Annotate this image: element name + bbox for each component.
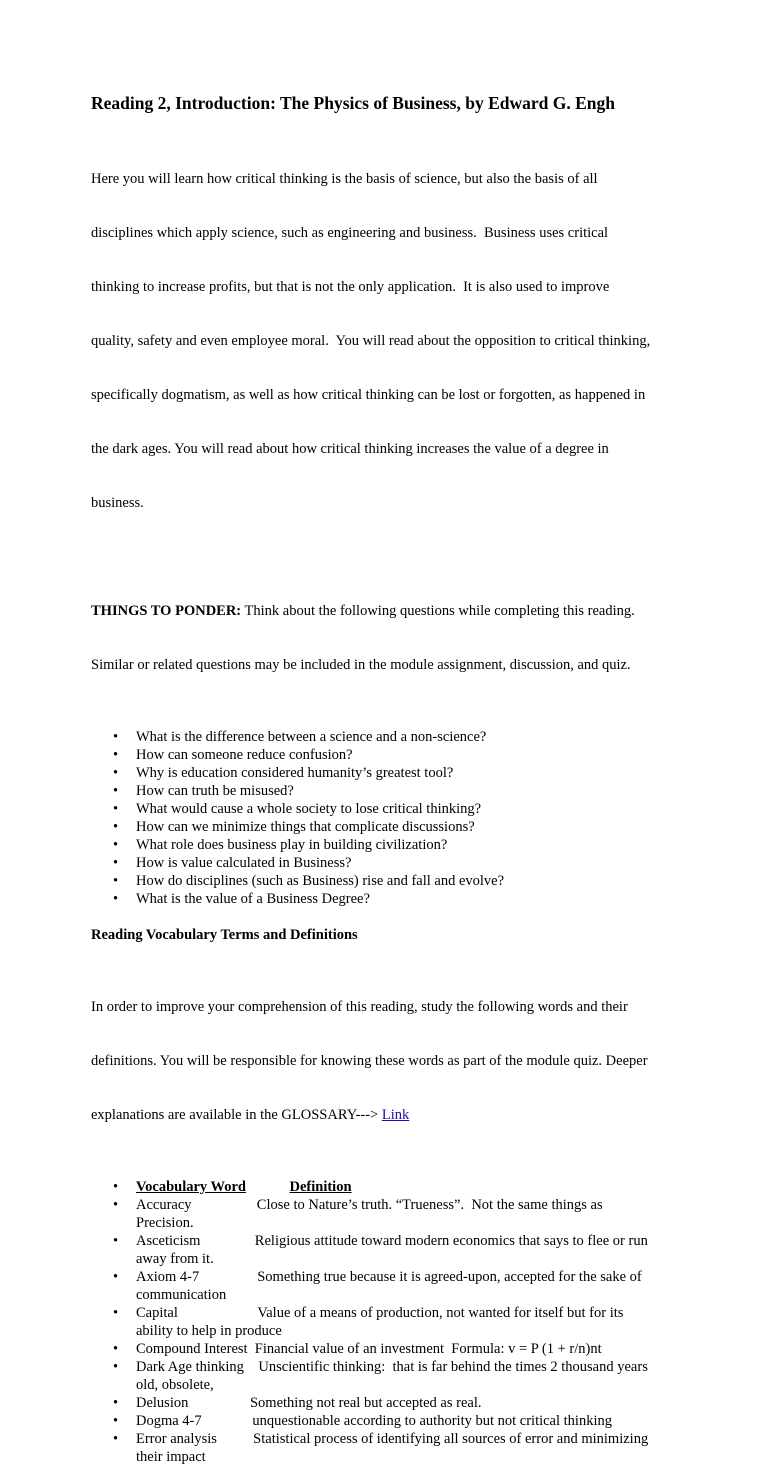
- list-item: • How can truth be misused?: [113, 783, 294, 799]
- bullet-icon: •: [113, 1395, 119, 1411]
- intro-line: Here you will learn how critical thinking is the basis of science, but also the basis of all: [91, 171, 598, 187]
- ponder-text: Think about the following questions while completing this reading.: [241, 603, 635, 619]
- list-item: • What is the difference between a science and a non-science?: [113, 729, 487, 745]
- list-item: • What role does business play in building civilization?: [113, 837, 448, 853]
- vocab-header-definition: Definition: [289, 1179, 352, 1195]
- bullet-icon: •: [113, 729, 119, 745]
- ponder-label: THINGS TO PONDER:: [91, 603, 242, 619]
- list-item: • Why is education considered humanity’s greatest tool?: [113, 765, 454, 781]
- intro-line: thinking to increase profits, but that is not the only application. It is also used to improve: [91, 279, 610, 295]
- intro-line: specifically dogmatism, as well as how critical thinking can be lost or forgotten, as happened in: [91, 387, 646, 403]
- glossary-link[interactable]: Link: [381, 1107, 410, 1123]
- vocab-header-row: [91, 1178, 691, 1196]
- list-item: • Dark Age thinking Unscientific thinking: that is far behind the times 2 thousand years old, obsolete,: [113, 1359, 648, 1393]
- bullet-icon: •: [113, 873, 119, 889]
- list-item: • Error analysis Statistical process of identifying all sources of error and minimizing their impact: [113, 1431, 649, 1465]
- ponder-question-list: [91, 728, 691, 908]
- bullet-icon: •: [113, 801, 119, 817]
- page-title: Reading 2, Introduction: The Physics of Business, by Edward G. Engh: [91, 93, 615, 113]
- list-item: • Accuracy Close to Nature’s truth. “Trueness”. Not the same things as Precision.: [113, 1197, 603, 1231]
- list-item: • Asceticism Religious attitude toward modern economics that says to flee or run away from it.: [113, 1233, 648, 1267]
- bullet-icon: •: [113, 783, 119, 799]
- list-item: • How is value calculated in Business?: [113, 855, 352, 871]
- bullet-icon: •: [113, 1197, 119, 1213]
- intro-line: business.: [91, 495, 144, 511]
- intro-line: the dark ages. You will read about how critical thinking increases the value of a degree in: [91, 441, 609, 457]
- list-item: • Delusion Something not real but accepted as real.: [113, 1395, 482, 1411]
- bullet-icon: •: [113, 1359, 119, 1375]
- vocab-intro-line: explanations are available in the GLOSSARY--->: [91, 1107, 382, 1123]
- list-item: • Axiom 4-7 Something true because it is agreed-upon, accepted for the sake of communication: [113, 1269, 642, 1303]
- bullet-icon: •: [113, 855, 119, 871]
- ponder-text-line2: Similar or related questions may be included in the module assignment, discussion, and quiz.: [91, 657, 631, 673]
- vocab-intro-paragraph: [91, 962, 691, 1160]
- list-item: • How do disciplines (such as Business) rise and fall and evolve?: [113, 873, 505, 889]
- bullet-icon: •: [113, 1413, 119, 1429]
- intro-paragraph: [91, 134, 691, 548]
- vocab-header-word: Vocabulary Word: [136, 1179, 246, 1195]
- bullet-icon: •: [113, 1179, 119, 1195]
- bullet-icon: •: [113, 1269, 119, 1285]
- vocab-heading: Reading Vocabulary Terms and Definitions: [91, 927, 358, 943]
- list-item: • What is the value of a Business Degree?: [113, 891, 370, 907]
- vocab-intro-line: definitions. You will be responsible for knowing these words as part of the module quiz. Deeper: [91, 1053, 648, 1069]
- bullet-icon: •: [113, 819, 119, 835]
- bullet-icon: •: [113, 747, 119, 763]
- vocab-intro-line: In order to improve your comprehension of this reading, study the following words and their: [91, 999, 628, 1015]
- bullet-icon: •: [113, 1431, 119, 1447]
- ponder-paragraph: [91, 566, 691, 710]
- document-page: [91, 91, 691, 1466]
- bullet-icon: •: [113, 1341, 119, 1357]
- bullet-icon: •: [113, 765, 119, 781]
- list-item: • How can we minimize things that complicate discussions?: [113, 819, 475, 835]
- bullet-icon: •: [113, 1305, 119, 1321]
- list-item: • Capital Value of a means of production, not wanted for itself but for its ability to help in produce: [113, 1305, 624, 1339]
- list-item: • Compound Interest Financial value of an investment Formula: v = P (1 + r/n)nt: [113, 1341, 602, 1357]
- intro-line: quality, safety and even employee moral. You will read about the opposition to critical thinking,: [91, 333, 651, 349]
- bullet-icon: •: [113, 1233, 119, 1249]
- intro-line: disciplines which apply science, such as engineering and business. Business uses critical: [91, 225, 609, 241]
- vocab-list: [91, 1178, 691, 1466]
- bullet-icon: •: [113, 837, 119, 853]
- list-item: • Dogma 4-7 unquestionable according to authority but not critical thinking: [113, 1413, 612, 1429]
- list-item: • What would cause a whole society to lose critical thinking?: [113, 801, 482, 817]
- list-item: • How can someone reduce confusion?: [113, 747, 353, 763]
- bullet-icon: •: [113, 891, 119, 907]
